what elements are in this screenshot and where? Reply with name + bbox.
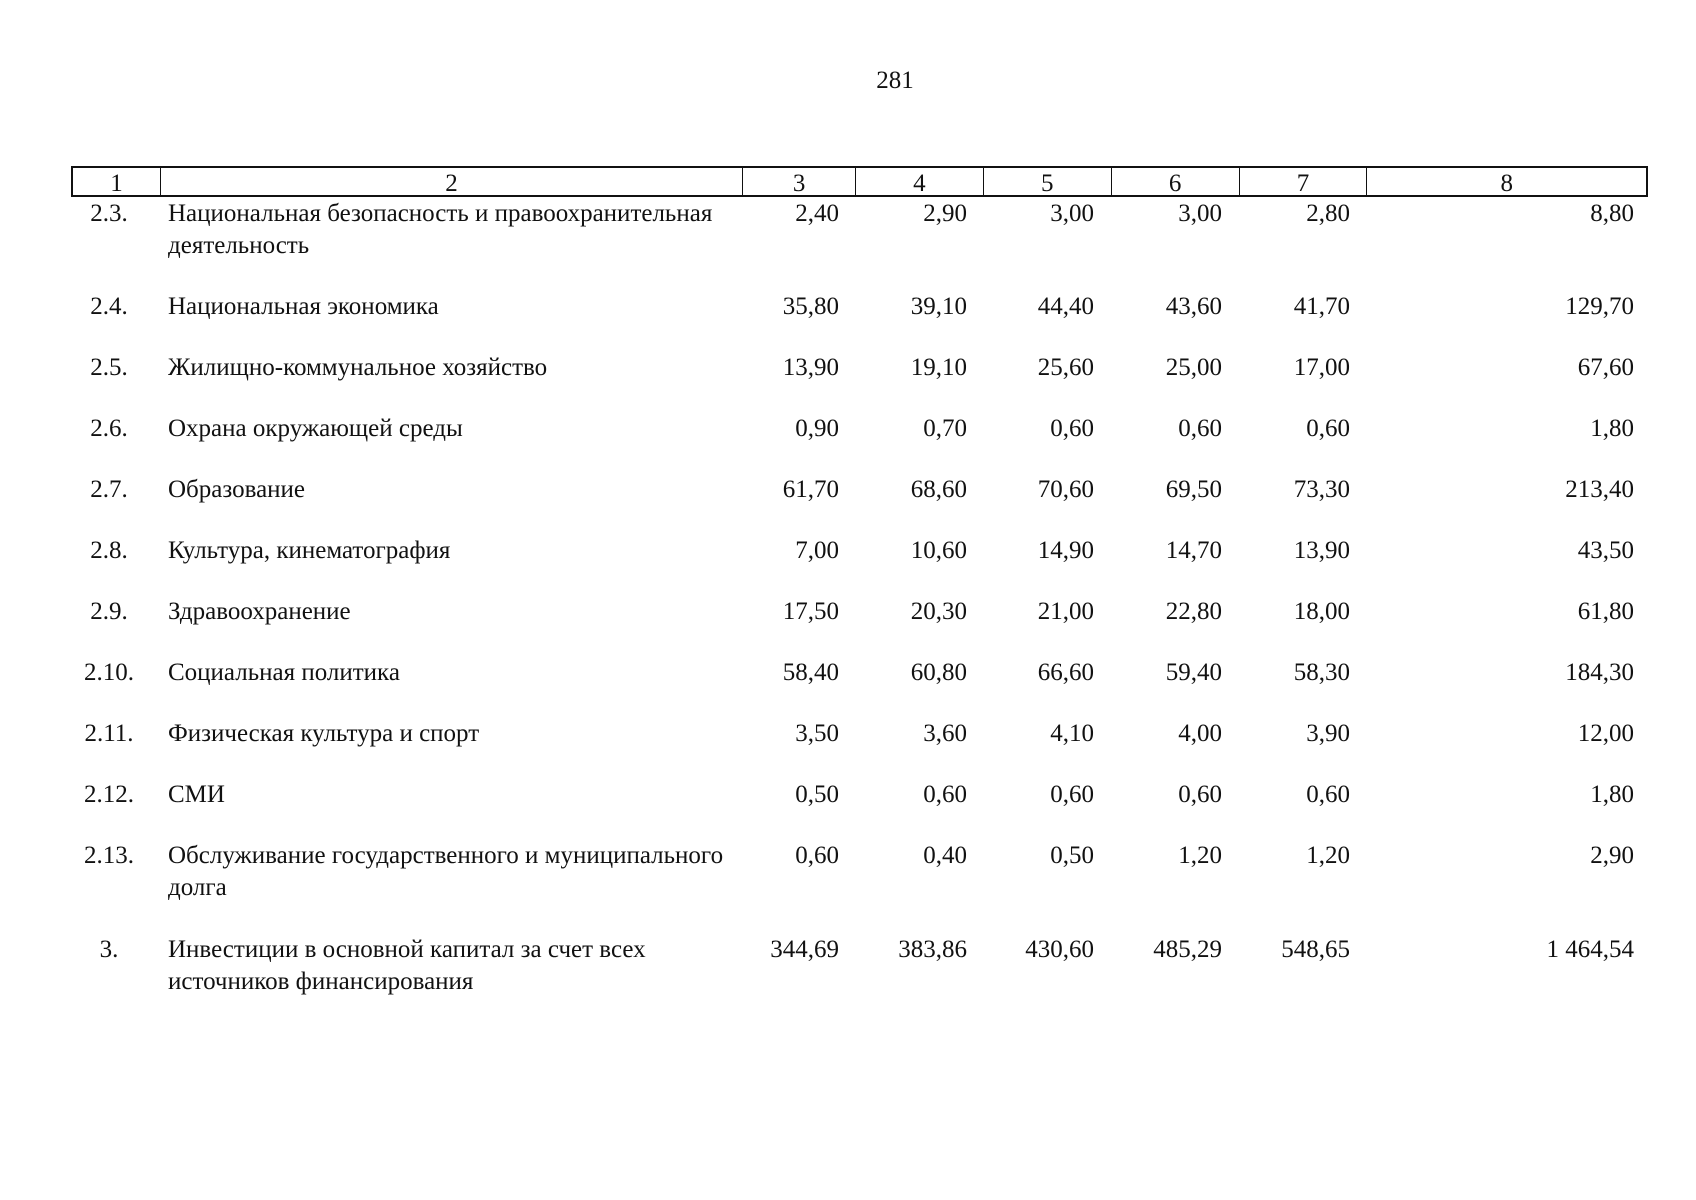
row-value-7: 1,20 — [1306, 842, 1350, 869]
row-value-4: 39,10 — [910, 293, 967, 320]
row-number: 2.11. — [84, 720, 134, 747]
row-value-4: 60,80 — [910, 659, 967, 686]
header-col-7: 7 — [1240, 168, 1368, 195]
page-number: 281 — [876, 67, 914, 94]
row-value-4: 3,60 — [923, 720, 967, 747]
row-label: Здравоохранение — [168, 598, 351, 625]
row-value-7: 2,80 — [1306, 200, 1350, 227]
row-number: 2.12. — [84, 781, 134, 808]
row-value-8: 12,00 — [1577, 720, 1634, 747]
row-value-5: 21,00 — [1037, 598, 1094, 625]
row-value-3: 61,70 — [782, 476, 839, 503]
row-value-5: 66,60 — [1037, 659, 1094, 686]
row-value-6: 25,00 — [1165, 354, 1222, 381]
row-value-5: 14,90 — [1037, 537, 1094, 564]
header-col-3: 3 — [743, 168, 856, 195]
row-value-6: 14,70 — [1165, 537, 1222, 564]
row-label: Культура, кинематография — [168, 537, 451, 564]
row-value-6: 69,50 — [1165, 476, 1222, 503]
row-value-6: 59,40 — [1165, 659, 1222, 686]
row-value-4: 10,60 — [910, 537, 967, 564]
row-value-6: 1,20 — [1178, 842, 1222, 869]
row-value-8: 67,60 — [1577, 354, 1634, 381]
row-label: Жилищно-коммунальное хозяйство — [168, 354, 548, 381]
row-value-3: 3,50 — [795, 720, 839, 747]
row-value-3: 13,90 — [782, 354, 839, 381]
row-label: Инвестиции в основной капитал за счет всех источников финансирования — [168, 936, 646, 995]
row-number: 3. — [99, 936, 119, 963]
row-number: 2.9. — [90, 598, 128, 625]
row-value-4: 0,40 — [923, 842, 967, 869]
row-value-8: 8,80 — [1590, 200, 1634, 227]
table-header — [71, 166, 1648, 197]
row-label: Обслуживание государственного и муниципального долга — [168, 842, 724, 901]
row-value-5: 0,60 — [1050, 415, 1094, 442]
row-label: Охрана окружающей среды — [168, 415, 463, 442]
row-value-8: 184,30 — [1565, 659, 1634, 686]
row-value-3: 0,60 — [795, 842, 839, 869]
row-value-7: 41,70 — [1293, 293, 1350, 320]
header-col-4: 4 — [856, 168, 984, 195]
row-value-3: 0,50 — [795, 781, 839, 808]
row-value-4: 0,60 — [923, 781, 967, 808]
row-value-3: 344,69 — [770, 936, 839, 963]
row-value-4: 2,90 — [923, 200, 967, 227]
header-col-1: 1 — [73, 168, 161, 195]
row-label: Национальная безопасность и правоохранительная деятельность — [168, 200, 713, 259]
row-value-4: 383,86 — [898, 936, 967, 963]
row-value-3: 17,50 — [782, 598, 839, 625]
row-number: 2.10. — [84, 659, 134, 686]
row-label: Национальная экономика — [168, 293, 439, 320]
row-value-6: 4,00 — [1178, 720, 1222, 747]
row-value-5: 0,50 — [1050, 842, 1094, 869]
row-number: 2.4. — [90, 293, 128, 320]
row-value-7: 17,00 — [1293, 354, 1350, 381]
row-value-3: 35,80 — [782, 293, 839, 320]
row-value-3: 7,00 — [795, 537, 839, 564]
row-number: 2.3. — [90, 200, 128, 227]
row-label: Социальная политика — [168, 659, 400, 686]
row-value-8: 213,40 — [1565, 476, 1634, 503]
row-value-7: 18,00 — [1293, 598, 1350, 625]
row-value-5: 0,60 — [1050, 781, 1094, 808]
row-number: 2.5. — [90, 354, 128, 381]
row-value-7: 548,65 — [1281, 936, 1350, 963]
row-value-8: 1 464,54 — [1546, 936, 1634, 963]
row-value-6: 43,60 — [1165, 293, 1222, 320]
row-value-5: 25,60 — [1037, 354, 1094, 381]
row-value-6: 22,80 — [1165, 598, 1222, 625]
row-label: Образование — [168, 476, 306, 503]
row-value-5: 430,60 — [1025, 936, 1094, 963]
header-col-6: 6 — [1112, 168, 1240, 195]
row-value-8: 129,70 — [1565, 293, 1634, 320]
row-number: 2.13. — [84, 842, 134, 869]
row-value-4: 0,70 — [923, 415, 967, 442]
row-value-7: 0,60 — [1306, 415, 1350, 442]
row-value-8: 1,80 — [1590, 781, 1634, 808]
row-number: 2.8. — [90, 537, 128, 564]
row-value-8: 43,50 — [1577, 537, 1634, 564]
row-value-8: 1,80 — [1590, 415, 1634, 442]
header-col-2: 2 — [161, 168, 743, 195]
row-value-7: 73,30 — [1293, 476, 1350, 503]
row-value-7: 3,90 — [1306, 720, 1350, 747]
row-value-3: 2,40 — [795, 200, 839, 227]
row-value-7: 0,60 — [1306, 781, 1350, 808]
row-value-8: 2,90 — [1590, 842, 1634, 869]
row-value-6: 3,00 — [1178, 200, 1222, 227]
row-value-4: 68,60 — [910, 476, 967, 503]
row-label: СМИ — [168, 781, 225, 808]
row-value-8: 61,80 — [1577, 598, 1634, 625]
row-value-3: 58,40 — [782, 659, 839, 686]
row-value-4: 20,30 — [910, 598, 967, 625]
row-value-6: 0,60 — [1178, 781, 1222, 808]
row-value-5: 70,60 — [1037, 476, 1094, 503]
row-value-6: 485,29 — [1153, 936, 1222, 963]
row-value-5: 3,00 — [1050, 200, 1094, 227]
header-col-5: 5 — [984, 168, 1112, 195]
row-value-6: 0,60 — [1178, 415, 1222, 442]
row-value-5: 44,40 — [1037, 293, 1094, 320]
row-value-7: 58,30 — [1293, 659, 1350, 686]
row-value-3: 0,90 — [795, 415, 839, 442]
header-col-8: 8 — [1500, 170, 1513, 197]
row-value-4: 19,10 — [910, 354, 967, 381]
row-number: 2.7. — [90, 476, 128, 503]
row-value-5: 4,10 — [1050, 720, 1094, 747]
row-number: 2.6. — [90, 415, 128, 442]
row-label: Физическая культура и спорт — [168, 720, 480, 747]
row-value-7: 13,90 — [1293, 537, 1350, 564]
